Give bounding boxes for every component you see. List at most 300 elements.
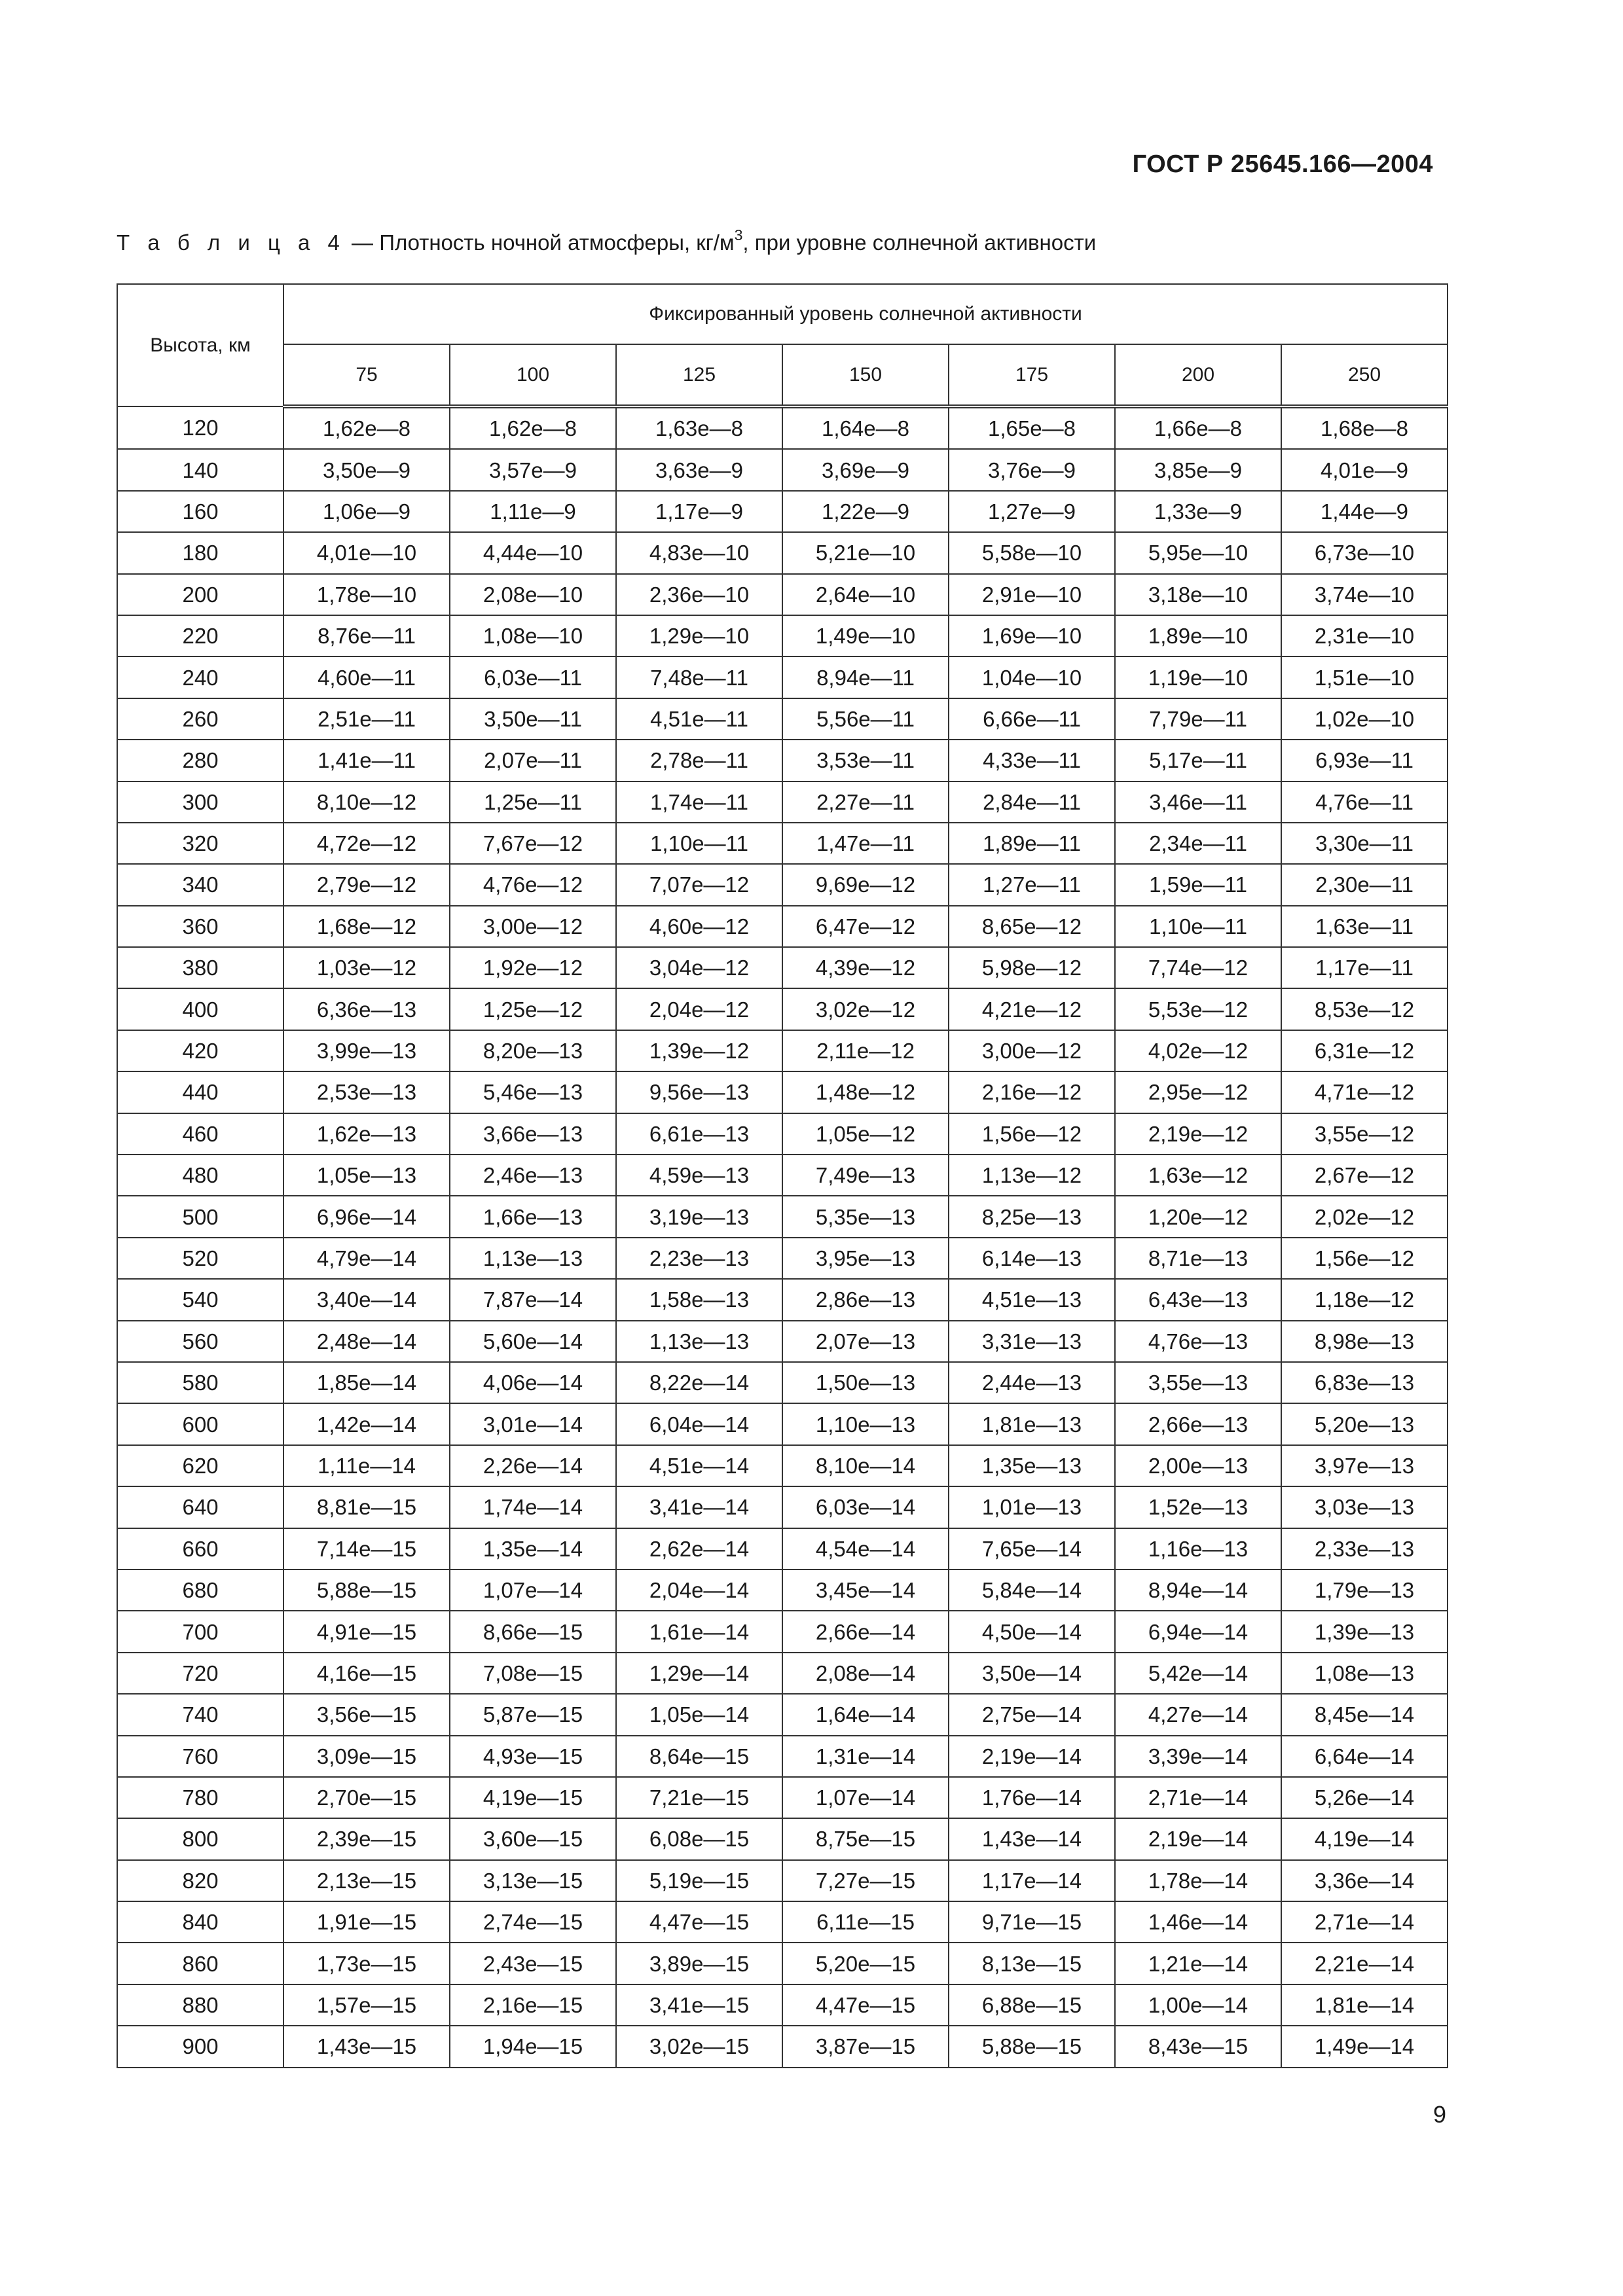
density-cell: 1,64e—14 bbox=[782, 1694, 949, 1735]
density-cell: 1,33e—9 bbox=[1115, 491, 1281, 532]
density-cell: 3,55e—13 bbox=[1115, 1362, 1281, 1403]
density-cell: 1,01e—13 bbox=[949, 1486, 1115, 1528]
table-row bbox=[117, 1279, 1448, 1320]
table-row bbox=[117, 1321, 1448, 1362]
density-cell: 6,14e—13 bbox=[949, 1238, 1115, 1279]
density-cell: 5,20e—13 bbox=[1281, 1403, 1448, 1444]
height-cell: 520 bbox=[117, 1238, 283, 1279]
level-header: 75 bbox=[283, 344, 450, 406]
height-cell: 620 bbox=[117, 1445, 283, 1486]
density-cell: 4,51e—11 bbox=[616, 698, 782, 740]
density-cell: 3,30e—11 bbox=[1281, 823, 1448, 864]
density-cell: 3,02e—15 bbox=[616, 2026, 782, 2067]
density-cell: 6,04e—14 bbox=[616, 1403, 782, 1444]
height-cell: 900 bbox=[117, 2026, 283, 2067]
level-header: 200 bbox=[1115, 344, 1281, 406]
density-cell: 1,46e—14 bbox=[1115, 1901, 1281, 1943]
table-row bbox=[117, 1777, 1448, 1818]
density-cell: 3,50e—14 bbox=[949, 1653, 1115, 1694]
density-cell: 9,56e—13 bbox=[616, 1071, 782, 1113]
density-cell: 4,60e—12 bbox=[616, 906, 782, 947]
density-cell: 3,19e—13 bbox=[616, 1196, 782, 1237]
density-cell: 1,39e—12 bbox=[616, 1030, 782, 1071]
density-cell: 5,56e—11 bbox=[782, 698, 949, 740]
table-row bbox=[117, 1984, 1448, 2026]
height-cell: 880 bbox=[117, 1984, 283, 2026]
table-row bbox=[117, 1113, 1448, 1155]
table-row bbox=[117, 698, 1448, 740]
density-cell: 2,16e—12 bbox=[949, 1071, 1115, 1113]
density-cell: 6,03e—14 bbox=[782, 1486, 949, 1528]
density-cell: 1,49e—10 bbox=[782, 615, 949, 656]
density-cell: 6,36e—13 bbox=[283, 988, 450, 1030]
table-row bbox=[117, 1362, 1448, 1403]
density-cell: 5,46e—13 bbox=[450, 1071, 616, 1113]
density-cell: 2,27e—11 bbox=[782, 781, 949, 823]
density-cell: 1,25e—11 bbox=[450, 781, 616, 823]
density-cell: 7,08e—15 bbox=[450, 1653, 616, 1694]
table-row bbox=[117, 1403, 1448, 1444]
density-cell: 1,08e—10 bbox=[450, 615, 616, 656]
table-row bbox=[117, 1694, 1448, 1735]
density-cell: 4,59e—13 bbox=[616, 1155, 782, 1196]
density-cell: 1,52e—13 bbox=[1115, 1486, 1281, 1528]
density-cell: 1,61e—14 bbox=[616, 1611, 782, 1652]
density-cell: 1,73e—15 bbox=[283, 1943, 450, 1984]
density-table bbox=[117, 283, 1448, 2068]
density-cell: 8,45e—14 bbox=[1281, 1694, 1448, 1735]
density-cell: 3,18e—10 bbox=[1115, 574, 1281, 615]
density-cell: 1,08e—13 bbox=[1281, 1653, 1448, 1694]
table-row bbox=[117, 823, 1448, 864]
density-cell: 3,50e—11 bbox=[450, 698, 616, 740]
density-cell: 3,02e—12 bbox=[782, 988, 949, 1030]
density-cell: 4,39e—12 bbox=[782, 947, 949, 988]
table-row bbox=[117, 1071, 1448, 1113]
density-cell: 1,85e—14 bbox=[283, 1362, 450, 1403]
density-cell: 2,33e—13 bbox=[1281, 1528, 1448, 1570]
density-cell: 4,76e—13 bbox=[1115, 1321, 1281, 1362]
density-cell: 2,19e—12 bbox=[1115, 1113, 1281, 1155]
density-cell: 2,71e—14 bbox=[1281, 1901, 1448, 1943]
density-cell: 5,88e—15 bbox=[283, 1570, 450, 1611]
level-header: 175 bbox=[949, 344, 1115, 406]
density-cell: 1,35e—14 bbox=[450, 1528, 616, 1570]
density-cell: 2,08e—14 bbox=[782, 1653, 949, 1694]
density-cell: 6,08e—15 bbox=[616, 1818, 782, 1859]
density-cell: 1,10e—11 bbox=[616, 823, 782, 864]
density-cell: 6,83e—13 bbox=[1281, 1362, 1448, 1403]
density-cell: 1,76e—14 bbox=[949, 1777, 1115, 1818]
density-cell: 5,35e—13 bbox=[782, 1196, 949, 1237]
density-cell: 6,03e—11 bbox=[450, 656, 616, 698]
density-cell: 3,60e—15 bbox=[450, 1818, 616, 1859]
height-cell: 840 bbox=[117, 1901, 283, 1943]
solar-activity-group-header: Фиксированный уровень солнечной активности bbox=[283, 284, 1448, 344]
height-cell: 820 bbox=[117, 1860, 283, 1901]
height-cell: 540 bbox=[117, 1279, 283, 1320]
density-cell: 2,43e—15 bbox=[450, 1943, 616, 1984]
height-cell: 160 bbox=[117, 491, 283, 532]
density-cell: 1,43e—14 bbox=[949, 1818, 1115, 1859]
density-cell: 5,42e—14 bbox=[1115, 1653, 1281, 1694]
density-cell: 8,25e—13 bbox=[949, 1196, 1115, 1237]
height-cell: 180 bbox=[117, 532, 283, 573]
table-caption-superscript: 3 bbox=[734, 226, 743, 243]
table-caption-label: Т а б л и ц а 4 bbox=[117, 230, 346, 255]
density-cell: 3,74e—10 bbox=[1281, 574, 1448, 615]
density-cell: 3,69e—9 bbox=[782, 449, 949, 490]
density-cell: 8,53e—12 bbox=[1281, 988, 1448, 1030]
density-cell: 2,48e—14 bbox=[283, 1321, 450, 1362]
density-cell: 3,66e—13 bbox=[450, 1113, 616, 1155]
table-row bbox=[117, 1860, 1448, 1901]
density-cell: 1,29e—14 bbox=[616, 1653, 782, 1694]
table-caption bbox=[117, 226, 1097, 255]
table-row bbox=[117, 1653, 1448, 1694]
density-cell: 2,75e—14 bbox=[949, 1694, 1115, 1735]
density-cell: 5,60e—14 bbox=[450, 1321, 616, 1362]
density-cell: 8,76e—11 bbox=[283, 615, 450, 656]
density-cell: 1,22e—9 bbox=[782, 491, 949, 532]
density-cell: 4,83e—10 bbox=[616, 532, 782, 573]
density-cell: 6,64e—14 bbox=[1281, 1736, 1448, 1777]
height-cell: 260 bbox=[117, 698, 283, 740]
density-cell: 4,16e—15 bbox=[283, 1653, 450, 1694]
density-cell: 1,41e—11 bbox=[283, 740, 450, 781]
density-cell: 4,50e—14 bbox=[949, 1611, 1115, 1652]
density-cell: 8,13e—15 bbox=[949, 1943, 1115, 1984]
density-cell: 4,51e—14 bbox=[616, 1445, 782, 1486]
density-cell: 2,91e—10 bbox=[949, 574, 1115, 615]
density-cell: 2,34e—11 bbox=[1115, 823, 1281, 864]
density-cell: 2,51e—11 bbox=[283, 698, 450, 740]
density-cell: 7,21e—15 bbox=[616, 1777, 782, 1818]
density-cell: 1,42e—14 bbox=[283, 1403, 450, 1444]
density-cell: 1,81e—13 bbox=[949, 1403, 1115, 1444]
density-cell: 8,22e—14 bbox=[616, 1362, 782, 1403]
density-cell: 4,27e—14 bbox=[1115, 1694, 1281, 1735]
density-cell: 2,79e—12 bbox=[283, 864, 450, 905]
density-cell: 6,43e—13 bbox=[1115, 1279, 1281, 1320]
table-row bbox=[117, 1611, 1448, 1652]
density-cell: 3,04e—12 bbox=[616, 947, 782, 988]
density-cell: 4,51e—13 bbox=[949, 1279, 1115, 1320]
density-cell: 7,79e—11 bbox=[1115, 698, 1281, 740]
density-cell: 8,10e—14 bbox=[782, 1445, 949, 1486]
density-cell: 3,00e—12 bbox=[450, 906, 616, 947]
density-cell: 1,19e—10 bbox=[1115, 656, 1281, 698]
height-column-header: Высота, км bbox=[117, 284, 283, 406]
table-caption-text: — Плотность ночной атмосферы, кг/м bbox=[345, 230, 735, 255]
density-cell: 1,29e—10 bbox=[616, 615, 782, 656]
density-cell: 2,44e—13 bbox=[949, 1362, 1115, 1403]
density-cell: 1,13e—12 bbox=[949, 1155, 1115, 1196]
density-cell: 4,02e—12 bbox=[1115, 1030, 1281, 1071]
density-cell: 1,03e—12 bbox=[283, 947, 450, 988]
density-cell: 2,62e—14 bbox=[616, 1528, 782, 1570]
density-cell: 2,04e—12 bbox=[616, 988, 782, 1030]
density-cell: 1,13e—13 bbox=[450, 1238, 616, 1279]
density-cell: 1,59e—11 bbox=[1115, 864, 1281, 905]
density-cell: 1,62e—8 bbox=[450, 406, 616, 449]
density-cell: 2,07e—11 bbox=[450, 740, 616, 781]
height-cell: 140 bbox=[117, 449, 283, 490]
density-cell: 1,10e—13 bbox=[782, 1403, 949, 1444]
density-cell: 2,67e—12 bbox=[1281, 1155, 1448, 1196]
density-cell: 1,49e—14 bbox=[1281, 2026, 1448, 2067]
density-cell: 2,84e—11 bbox=[949, 781, 1115, 823]
density-cell: 2,26e—14 bbox=[450, 1445, 616, 1486]
density-cell: 1,63e—8 bbox=[616, 406, 782, 449]
density-cell: 9,71e—15 bbox=[949, 1901, 1115, 1943]
density-cell: 1,47e—11 bbox=[782, 823, 949, 864]
table-row bbox=[117, 1943, 1448, 1984]
table-row bbox=[117, 1736, 1448, 1777]
density-cell: 2,71e—14 bbox=[1115, 1777, 1281, 1818]
density-cell: 1,58e—13 bbox=[616, 1279, 782, 1320]
density-cell: 1,31e—14 bbox=[782, 1736, 949, 1777]
density-cell: 1,07e—14 bbox=[782, 1777, 949, 1818]
density-cell: 3,31e—13 bbox=[949, 1321, 1115, 1362]
density-cell: 1,66e—13 bbox=[450, 1196, 616, 1237]
density-cell: 7,27e—15 bbox=[782, 1860, 949, 1901]
density-cell: 3,01e—14 bbox=[450, 1403, 616, 1444]
height-cell: 240 bbox=[117, 656, 283, 698]
density-cell: 2,19e—14 bbox=[1115, 1818, 1281, 1859]
density-cell: 1,74e—11 bbox=[616, 781, 782, 823]
density-cell: 8,64e—15 bbox=[616, 1736, 782, 1777]
density-cell: 2,46e—13 bbox=[450, 1155, 616, 1196]
density-cell: 1,62e—8 bbox=[283, 406, 450, 449]
density-cell: 1,11e—9 bbox=[450, 491, 616, 532]
density-cell: 3,53e—11 bbox=[782, 740, 949, 781]
height-cell: 660 bbox=[117, 1528, 283, 1570]
table-row bbox=[117, 656, 1448, 698]
density-cell: 1,17e—11 bbox=[1281, 947, 1448, 988]
density-cell: 2,36e—10 bbox=[616, 574, 782, 615]
density-cell: 6,73e—10 bbox=[1281, 532, 1448, 573]
density-cell: 6,66e—11 bbox=[949, 698, 1115, 740]
density-cell: 3,85e—9 bbox=[1115, 449, 1281, 490]
density-cell: 1,35e—13 bbox=[949, 1445, 1115, 1486]
density-cell: 8,20e—13 bbox=[450, 1030, 616, 1071]
document-code: ГОСТ Р 25645.166—2004 bbox=[1132, 151, 1433, 178]
density-cell: 2,11e—12 bbox=[782, 1030, 949, 1071]
table-row bbox=[117, 1486, 1448, 1528]
density-cell: 1,63e—12 bbox=[1115, 1155, 1281, 1196]
page-number: 9 bbox=[1432, 2101, 1446, 2128]
density-cell: 1,69e—10 bbox=[949, 615, 1115, 656]
height-cell: 860 bbox=[117, 1943, 283, 1984]
density-cell: 1,07e—14 bbox=[450, 1570, 616, 1611]
density-cell: 4,19e—15 bbox=[450, 1777, 616, 1818]
density-cell: 1,78e—14 bbox=[1115, 1860, 1281, 1901]
height-cell: 320 bbox=[117, 823, 283, 864]
density-cell: 8,98e—13 bbox=[1281, 1321, 1448, 1362]
table-row bbox=[117, 491, 1448, 532]
density-cell: 1,13e—13 bbox=[616, 1321, 782, 1362]
density-cell: 4,72e—12 bbox=[283, 823, 450, 864]
height-cell: 400 bbox=[117, 988, 283, 1030]
density-cell: 3,99e—13 bbox=[283, 1030, 450, 1071]
density-cell: 1,17e—14 bbox=[949, 1860, 1115, 1901]
height-cell: 460 bbox=[117, 1113, 283, 1155]
height-cell: 720 bbox=[117, 1653, 283, 1694]
height-cell: 360 bbox=[117, 906, 283, 947]
table-row bbox=[117, 1570, 1448, 1611]
density-cell: 3,45e—14 bbox=[782, 1570, 949, 1611]
density-cell: 4,44e—10 bbox=[450, 532, 616, 573]
density-cell: 1,62e—13 bbox=[283, 1113, 450, 1155]
density-cell: 1,68e—8 bbox=[1281, 406, 1448, 449]
density-cell: 5,20e—15 bbox=[782, 1943, 949, 1984]
density-cell: 1,94e—15 bbox=[450, 2026, 616, 2067]
density-cell: 5,58e—10 bbox=[949, 532, 1115, 573]
density-cell: 2,30e—11 bbox=[1281, 864, 1448, 905]
height-cell: 340 bbox=[117, 864, 283, 905]
table-row bbox=[117, 1818, 1448, 1859]
density-cell: 8,66e—15 bbox=[450, 1611, 616, 1652]
density-cell: 1,43e—15 bbox=[283, 2026, 450, 2067]
density-cell: 8,94e—14 bbox=[1115, 1570, 1281, 1611]
height-cell: 780 bbox=[117, 1777, 283, 1818]
density-cell: 4,71e—12 bbox=[1281, 1071, 1448, 1113]
density-cell: 7,67e—12 bbox=[450, 823, 616, 864]
table-caption-text-end: , при уровне солнечной активности bbox=[742, 230, 1097, 255]
density-cell: 1,63e—11 bbox=[1281, 906, 1448, 947]
density-cell: 3,36e—14 bbox=[1281, 1860, 1448, 1901]
density-cell: 3,97e—13 bbox=[1281, 1445, 1448, 1486]
density-cell: 4,19e—14 bbox=[1281, 1818, 1448, 1859]
level-header: 250 bbox=[1281, 344, 1448, 406]
height-cell: 740 bbox=[117, 1694, 283, 1735]
density-cell: 1,05e—12 bbox=[782, 1113, 949, 1155]
density-cell: 1,27e—9 bbox=[949, 491, 1115, 532]
density-cell: 7,49e—13 bbox=[782, 1155, 949, 1196]
density-cell: 7,87e—14 bbox=[450, 1279, 616, 1320]
density-cell: 2,53e—13 bbox=[283, 1071, 450, 1113]
density-cell: 8,10e—12 bbox=[283, 781, 450, 823]
height-cell: 500 bbox=[117, 1196, 283, 1237]
table-row bbox=[117, 2026, 1448, 2067]
density-cell: 4,79e—14 bbox=[283, 1238, 450, 1279]
density-cell: 2,21e—14 bbox=[1281, 1943, 1448, 1984]
density-cell: 8,43e—15 bbox=[1115, 2026, 1281, 2067]
density-cell: 1,65e—8 bbox=[949, 406, 1115, 449]
density-cell: 4,93e—15 bbox=[450, 1736, 616, 1777]
density-cell: 1,66e—8 bbox=[1115, 406, 1281, 449]
density-cell: 7,48e—11 bbox=[616, 656, 782, 698]
density-cell: 4,76e—11 bbox=[1281, 781, 1448, 823]
density-cell: 1,02e—10 bbox=[1281, 698, 1448, 740]
density-cell: 1,57e—15 bbox=[283, 1984, 450, 2026]
height-cell: 220 bbox=[117, 615, 283, 656]
density-cell: 3,55e—12 bbox=[1281, 1113, 1448, 1155]
density-cell: 2,04e—14 bbox=[616, 1570, 782, 1611]
table-row bbox=[117, 449, 1448, 490]
density-cell: 2,31e—10 bbox=[1281, 615, 1448, 656]
density-cell: 4,01e—9 bbox=[1281, 449, 1448, 490]
density-cell: 6,88e—15 bbox=[949, 1984, 1115, 2026]
density-cell: 3,46e—11 bbox=[1115, 781, 1281, 823]
height-cell: 480 bbox=[117, 1155, 283, 1196]
density-cell: 2,74e—15 bbox=[450, 1901, 616, 1943]
table-row bbox=[117, 1155, 1448, 1196]
density-cell: 5,87e—15 bbox=[450, 1694, 616, 1735]
density-cell: 2,70e—15 bbox=[283, 1777, 450, 1818]
density-cell: 3,41e—14 bbox=[616, 1486, 782, 1528]
level-header: 100 bbox=[450, 344, 616, 406]
density-cell: 7,07e—12 bbox=[616, 864, 782, 905]
table-row bbox=[117, 1528, 1448, 1570]
density-cell: 5,19e—15 bbox=[616, 1860, 782, 1901]
density-cell: 4,47e—15 bbox=[616, 1901, 782, 1943]
level-header: 150 bbox=[782, 344, 949, 406]
density-cell: 1,89e—11 bbox=[949, 823, 1115, 864]
density-cell: 3,00e—12 bbox=[949, 1030, 1115, 1071]
level-header: 125 bbox=[616, 344, 782, 406]
density-cell: 1,04e—10 bbox=[949, 656, 1115, 698]
density-cell: 6,93e—11 bbox=[1281, 740, 1448, 781]
density-cell: 1,05e—14 bbox=[616, 1694, 782, 1735]
density-cell: 6,96e—14 bbox=[283, 1196, 450, 1237]
density-cell: 2,19e—14 bbox=[949, 1736, 1115, 1777]
height-cell: 760 bbox=[117, 1736, 283, 1777]
table-row bbox=[117, 1238, 1448, 1279]
height-cell: 680 bbox=[117, 1570, 283, 1611]
density-cell: 3,13e—15 bbox=[450, 1860, 616, 1901]
density-cell: 2,13e—15 bbox=[283, 1860, 450, 1901]
density-cell: 2,23e—13 bbox=[616, 1238, 782, 1279]
density-cell: 1,27e—11 bbox=[949, 864, 1115, 905]
table-row bbox=[117, 906, 1448, 947]
density-cell: 3,63e—9 bbox=[616, 449, 782, 490]
density-cell: 1,50e—13 bbox=[782, 1362, 949, 1403]
density-cell: 1,64e—8 bbox=[782, 406, 949, 449]
table-row bbox=[117, 1030, 1448, 1071]
density-cell: 1,92e—12 bbox=[450, 947, 616, 988]
density-cell: 5,21e—10 bbox=[782, 532, 949, 573]
density-cell: 1,20e—12 bbox=[1115, 1196, 1281, 1237]
table-row bbox=[117, 615, 1448, 656]
height-cell: 560 bbox=[117, 1321, 283, 1362]
table-row bbox=[117, 532, 1448, 573]
density-cell: 2,08e—10 bbox=[450, 574, 616, 615]
density-cell: 4,21e—12 bbox=[949, 988, 1115, 1030]
table-row bbox=[117, 864, 1448, 905]
density-cell: 5,53e—12 bbox=[1115, 988, 1281, 1030]
density-cell: 4,60e—11 bbox=[283, 656, 450, 698]
density-cell: 1,44e—9 bbox=[1281, 491, 1448, 532]
table-row bbox=[117, 1196, 1448, 1237]
density-cell: 1,89e—10 bbox=[1115, 615, 1281, 656]
density-cell: 2,00e—13 bbox=[1115, 1445, 1281, 1486]
height-cell: 120 bbox=[117, 406, 283, 449]
height-cell: 800 bbox=[117, 1818, 283, 1859]
density-cell: 9,69e—12 bbox=[782, 864, 949, 905]
density-cell: 3,57e—9 bbox=[450, 449, 616, 490]
height-cell: 440 bbox=[117, 1071, 283, 1113]
density-cell: 1,74e—14 bbox=[450, 1486, 616, 1528]
density-cell: 1,17e—9 bbox=[616, 491, 782, 532]
density-cell: 4,91e—15 bbox=[283, 1611, 450, 1652]
density-cell: 5,95e—10 bbox=[1115, 532, 1281, 573]
density-cell: 1,21e—14 bbox=[1115, 1943, 1281, 1984]
density-cell: 3,95e—13 bbox=[782, 1238, 949, 1279]
density-cell: 1,06e—9 bbox=[283, 491, 450, 532]
density-cell: 3,03e—13 bbox=[1281, 1486, 1448, 1528]
